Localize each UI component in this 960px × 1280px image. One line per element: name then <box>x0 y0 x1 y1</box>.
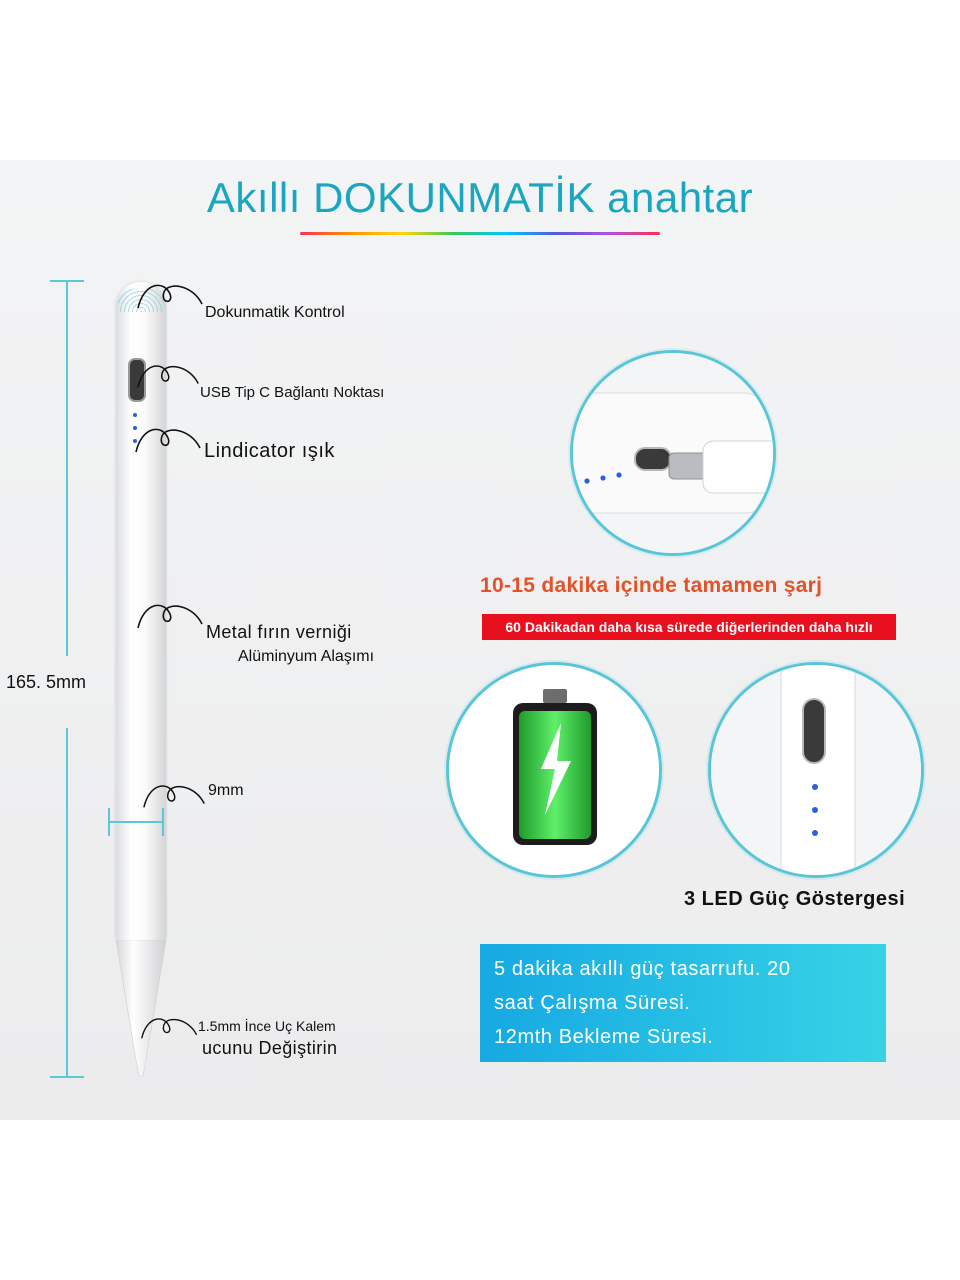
tip-label-line1: 1.5mm İnce Uç Kalem <box>198 1018 336 1034</box>
length-label: 165. 5mm <box>6 672 87 692</box>
usb-port-label: USB Tip C Bağlantı Noktası <box>200 384 385 401</box>
touch-control-label: Dokunmatik Kontrol <box>205 304 345 321</box>
battery-charging-icon <box>449 665 659 875</box>
rainbow-divider <box>300 232 660 235</box>
battery-circle <box>446 662 662 878</box>
indicator-led <box>133 413 137 417</box>
info-line-2: saat Çalışma Süresi. <box>494 992 691 1014</box>
usb-closeup-circle <box>570 350 776 556</box>
info-line-3: 12mth Bekleme Süresi. <box>494 1026 714 1048</box>
led-closeup-circle <box>708 662 924 878</box>
page-title: Akıllı DOKUNMATİK anahtar <box>206 174 754 221</box>
speed-banner: 60 Dakikadan daha kısa sürede diğerlerinden daha hızlı <box>482 614 896 640</box>
callout-curl-icon <box>136 278 206 314</box>
dimension-line-top <box>66 280 68 656</box>
callout-curl-icon <box>140 1010 200 1046</box>
charging-headline: 10-15 dakika içinde tamamen şarj <box>480 574 823 597</box>
alloy-label: Alüminyum Alaşımı <box>238 648 375 665</box>
metal-finish-label: Metal fırın verniği <box>206 622 352 642</box>
indicator-light-label: Lindicator ışık <box>204 440 335 462</box>
battery-info-box <box>480 944 886 1062</box>
led-closeup-image <box>711 665 921 875</box>
info-line-1: 5 dakika akıllı güç tasarrufu. 20 <box>494 958 791 980</box>
tip-label-line2: ucunu Değiştirin <box>202 1038 338 1058</box>
callout-curl-icon <box>134 422 204 458</box>
diameter-line <box>108 821 164 823</box>
usb-closeup-image <box>573 353 773 553</box>
led-indicator-label: 3 LED Güç Göstergesi <box>684 888 906 910</box>
callout-curl-icon <box>136 598 206 634</box>
product-panel <box>0 160 960 1120</box>
dimension-line-bottom <box>66 728 68 1076</box>
callout-curl-icon <box>142 778 208 814</box>
diameter-label: 9mm <box>208 782 244 799</box>
callout-curl-icon <box>136 358 202 394</box>
dimension-bottom-tick <box>50 1076 84 1078</box>
